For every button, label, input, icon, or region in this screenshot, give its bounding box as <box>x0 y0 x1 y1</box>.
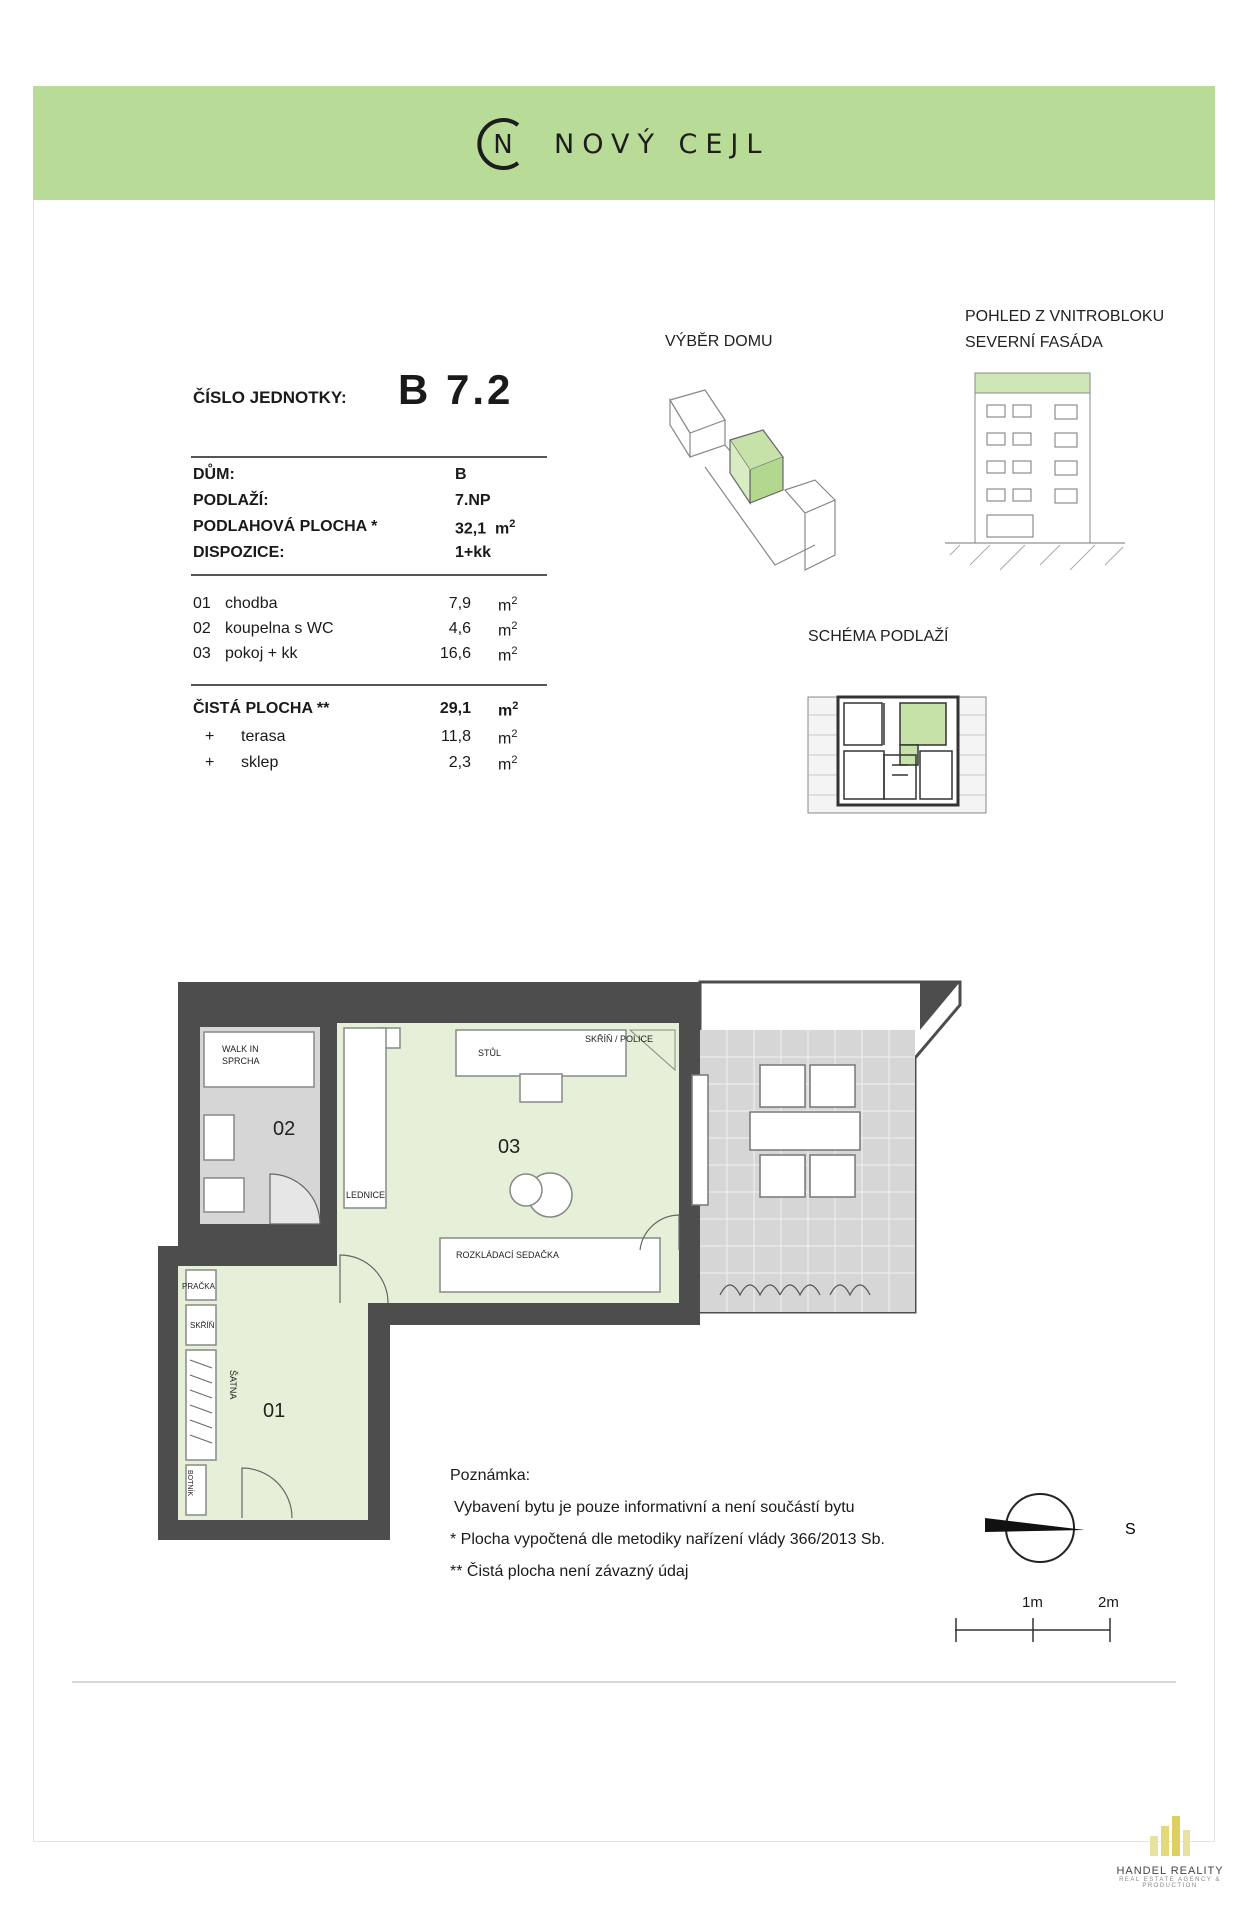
summary-row-layout: DISPOZICE: 1+kk <box>193 544 492 561</box>
brand-letter: N <box>493 130 513 160</box>
footer-divider <box>72 1681 1176 1683</box>
walk-in-label-2: SPRCHA <box>222 1056 260 1066</box>
washer-label: PRAČKA <box>182 1282 215 1291</box>
summary-row-house: DŮM: B <box>193 466 467 483</box>
notes-title: Poznámka: <box>450 1467 531 1484</box>
wardrobe-label: SKŘÍŇ / POLICE <box>585 1034 654 1044</box>
walk-in-label-1: WALK IN <box>222 1044 259 1054</box>
floor-scheme-sketch <box>808 695 988 815</box>
compass-icon <box>985 1490 1135 1570</box>
terrace-furniture <box>750 1065 860 1197</box>
agency-logo-icon <box>1148 1808 1192 1858</box>
desk-label: STŮL <box>478 1048 502 1058</box>
notes-line-3: ** Čistá plocha není závazný údaj <box>450 1563 689 1580</box>
notes-line-2: * Plocha vypočtená dle metodiky nařízení vlády 366/2013 Sb. <box>450 1531 885 1548</box>
desk-chair <box>520 1074 562 1102</box>
room-row-01: 01 chodba 7,9 $m^2$ <box>193 595 518 615</box>
cabinet-label: SKŘÍŇ <box>190 1321 215 1330</box>
unit-value: B 7.2 <box>398 366 514 413</box>
scale-bar <box>955 1615 1115 1645</box>
shoe-cabinet-label: BOTNÍK <box>186 1470 193 1497</box>
house-select-caption: VÝBĚR DOMU <box>665 333 773 350</box>
sofa-label: ROZKLÁDACÍ SEDAČKA <box>456 1250 560 1260</box>
summary-row-floor-area: PODLAHOVÁ PLOCHA * 32,1 $m^2$ <box>193 518 516 538</box>
agency-tagline: REAL ESTATE AGENCY & PRODUCTION <box>1119 1877 1221 1889</box>
toilet <box>204 1178 244 1212</box>
facade-caption-line1: POHLED Z VNITROBLOKU <box>965 308 1165 325</box>
brand-logo <box>474 112 769 176</box>
scale-label-1m: 1m <box>1022 1594 1043 1611</box>
net-area-row: ČISTÁ PLOCHA ** 29,1 $m^2$ <box>193 700 519 720</box>
fridge-label: LEDNICE <box>346 1190 386 1200</box>
facade-sketch <box>945 365 1125 625</box>
compass-direction: S <box>1125 1521 1136 1538</box>
divider <box>191 456 547 458</box>
agency-watermark <box>1100 1808 1240 1889</box>
facade-caption-line2: SEVERNÍ FASÁDA <box>965 334 1103 351</box>
divider <box>191 574 547 576</box>
house-selection-sketch <box>665 385 865 585</box>
unit-label: ČÍSLO JEDNOTKY: <box>193 388 347 407</box>
room-label-03: 03 <box>498 1136 521 1158</box>
closet-label: ŠATNA <box>228 1370 238 1400</box>
sofa <box>440 1238 660 1292</box>
kitchen-counter <box>344 1028 386 1208</box>
agency-name: HANDEL REALITY <box>1116 1865 1224 1877</box>
brand-name: NOVÝ CEJL <box>554 128 770 160</box>
divider <box>191 684 547 686</box>
extra-row-terrace: + terasa 11,8 $m^2$ <box>205 728 518 748</box>
brand-mark-icon <box>474 115 532 173</box>
floor-scheme-caption: SCHÉMA PODLAŽÍ <box>808 628 949 645</box>
terrace-window <box>692 1075 708 1205</box>
notes-block <box>450 1460 885 1588</box>
scale-label-2m: 2m <box>1098 1594 1119 1611</box>
room-label-02: 02 <box>273 1118 296 1140</box>
washbasin <box>204 1115 234 1160</box>
summary-row-floor: PODLAŽÍ: 7.NP <box>193 492 491 509</box>
room-row-02: 02 koupelna s WC 4,6 $m^2$ <box>193 620 518 640</box>
notes-line-1: Vybavení bytu je pouze informativní a není součástí bytu <box>454 1499 855 1516</box>
extra-row-cellar: + sklep 2,3 $m^2$ <box>205 754 518 774</box>
room-row-03: 03 pokoj + kk 16,6 $m^2$ <box>193 645 518 665</box>
room-label-01: 01 <box>263 1400 286 1422</box>
